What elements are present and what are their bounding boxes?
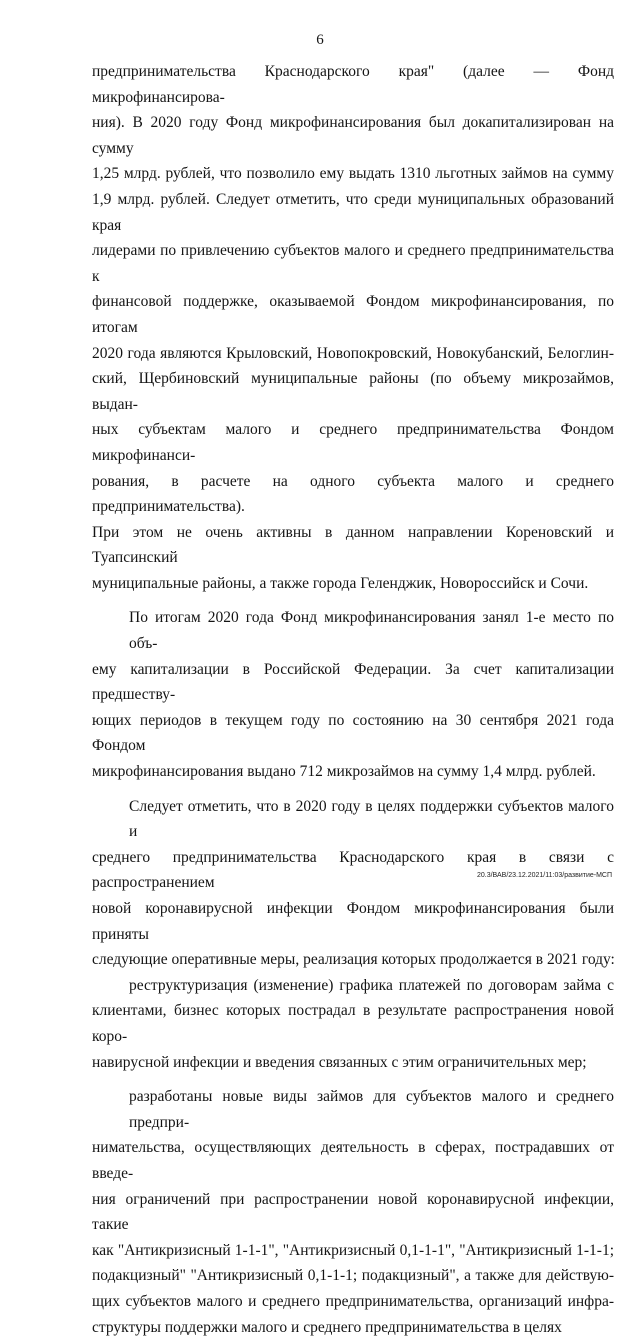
text-line: реструктуризация (изменение) графика платежей по договорам займа с bbox=[92, 973, 614, 999]
text-line: 1,25 млрд. рублей, что позволило ему выдать 1310 льготных займов на сумму bbox=[92, 161, 614, 187]
text-line: ему капитализации в Российской Федерации. За счет капитализации предшеству- bbox=[92, 657, 614, 708]
paragraph-capitalization-ranking bbox=[92, 605, 614, 784]
text-line: По итогам 2020 года Фонд микрофинансирования занял 1-е место по объ- bbox=[92, 605, 614, 656]
text-line: лидерами по привлечению субъектов малого и среднего предпринимательства к bbox=[92, 238, 614, 289]
text-line: финансовой поддержке, оказываемой Фондом микрофинансирования, по итогам bbox=[92, 289, 614, 340]
text-line: щих субъектов малого и среднего предпринимательства, организаций инфра- bbox=[92, 1289, 614, 1315]
text-line: нимательства, осуществляющих деятельность в сферах, пострадавших от введе- bbox=[92, 1135, 614, 1186]
text-line: навирусной инфекции и введения связанных с этим ограничительных мер; bbox=[92, 1050, 614, 1076]
text-line: ния). В 2020 году Фонд микрофинансирования был докапитализирован на сумму bbox=[92, 110, 614, 161]
text-line: разработаны новые виды займов для субъектов малого и среднего предпри- bbox=[92, 1084, 614, 1135]
text-line: 1,9 млрд. рублей. Следует отметить, что среди муниципальных образований края bbox=[92, 187, 614, 238]
text-line: подакцизный" "Антикризисный 0,1-1-1; подакцизный", а также для действую- bbox=[92, 1263, 614, 1289]
text-line: ных субъектам малого и среднего предпринимательства Фондом микрофинанси- bbox=[92, 417, 614, 468]
page-number: 6 bbox=[0, 32, 640, 49]
text-line: ющих периодов в текущем году по состоянию на 30 сентября 2021 года Фондом bbox=[92, 708, 614, 759]
text-line: клиентами, бизнес которых пострадал в результате распространения новой коро- bbox=[92, 998, 614, 1049]
document-footer-code: 20.3/ВАВ/23.12.2021/11:03/развитие-МСП bbox=[477, 872, 612, 879]
body-text bbox=[92, 59, 614, 1340]
text-line: следующие оперативные меры, реализация которых продолжается в 2021 году: bbox=[92, 947, 614, 973]
paragraph-new-loan-types bbox=[92, 1084, 614, 1340]
paragraph-covid-measures-intro bbox=[92, 794, 614, 973]
text-line: 2020 года являются Крыловский, Новопокровский, Новокубанский, Белоглин- bbox=[92, 341, 614, 367]
text-line: ния ограничений при распространении новой коронавирусной инфекции, такие bbox=[92, 1187, 614, 1238]
paragraph-microfinance-fund bbox=[92, 59, 614, 596]
text-line: предпринимательства Краснодарского края" (далее — Фонд микрофинансирова- bbox=[92, 59, 614, 110]
text-line: как "Антикризисный 1-1-1", "Антикризисный 0,1-1-1", "Антикризисный 1-1-1; bbox=[92, 1238, 614, 1264]
text-line: ский, Щербиновский муниципальные районы (по объему микрозаймов, выдан- bbox=[92, 366, 614, 417]
text-line: При этом не очень активны в данном направлении Кореновский и Туапсинский bbox=[92, 520, 614, 571]
text-line: рования, в расчете на одного субъекта малого и среднего предпринимательства). bbox=[92, 469, 614, 520]
paragraph-restructuring bbox=[92, 973, 614, 1075]
text-line: среднего предпринимательства Краснодарского края в связи с распространением bbox=[92, 845, 614, 896]
text-line: структуры поддержки малого и среднего предпринимательства в целях bbox=[92, 1315, 614, 1340]
text-line: Следует отметить, что в 2020 году в целях поддержки субъектов малого и bbox=[92, 794, 614, 845]
text-line: новой коронавирусной инфекции Фондом микрофинансирования были приняты bbox=[92, 896, 614, 947]
text-line: муниципальные районы, а также города Геленджик, Новороссийск и Сочи. bbox=[92, 571, 614, 597]
text-line: микрофинансирования выдано 712 микрозаймов на сумму 1,4 млрд. рублей. bbox=[92, 759, 614, 785]
